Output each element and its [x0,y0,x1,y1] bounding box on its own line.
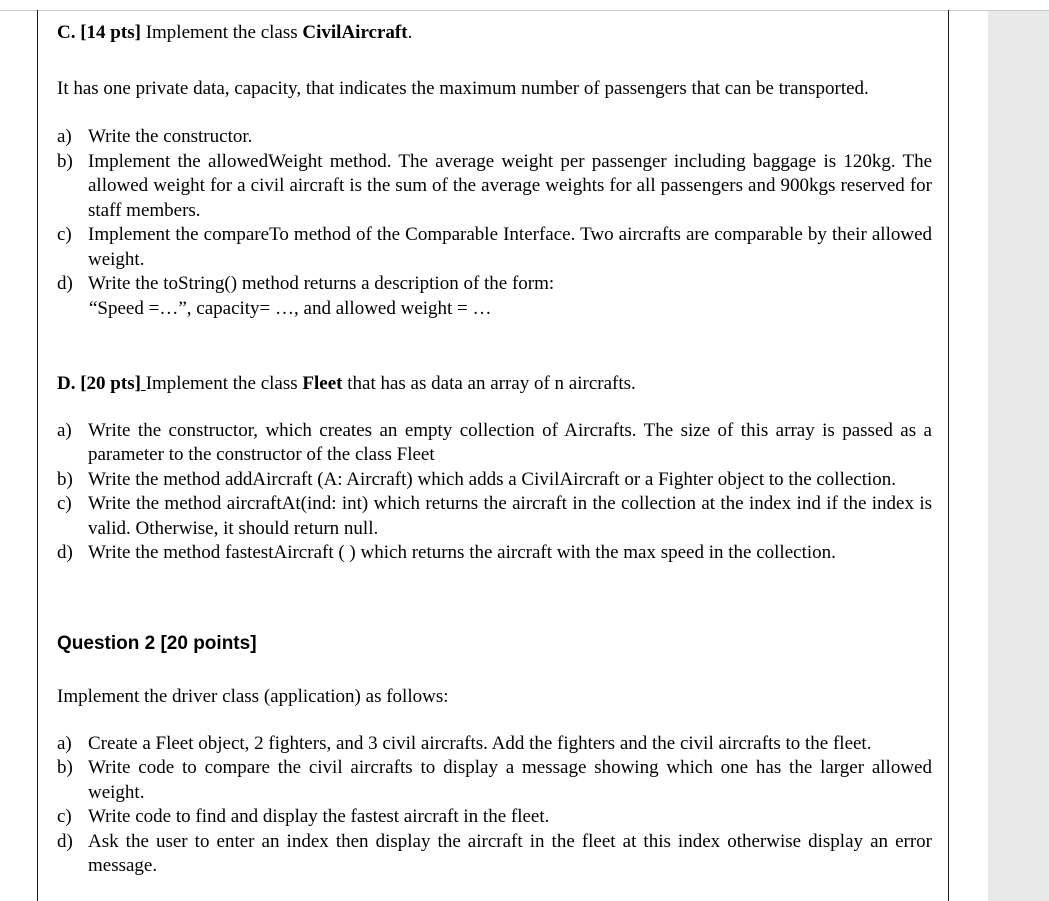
question-2-intro: Implement the driver class (application) as follows: [57,686,449,707]
list-item [57,756,932,805]
question-2-list [57,732,932,879]
list-item-text: Write the constructor. [88,126,253,147]
list-item-label: b) [57,468,73,490]
list-item [57,492,932,541]
page-left-border [37,10,38,901]
list-item [57,150,932,224]
document-page [57,19,932,879]
top-rule [0,10,1049,11]
list-item-label: a) [57,419,72,441]
list-item [57,805,932,830]
list-item-text: Write code to compare the civil aircrafts to display a message showing which one has the larger allowed weight. [88,757,932,803]
list-item-label: b) [57,757,73,778]
section-d-heading [57,372,932,397]
list-item-label: b) [57,150,73,172]
list-item-text: Create a Fleet object, 2 fighters, and 3 civil aircrafts. Add the fighters and the civil aircrafts to the fleet. [88,732,872,754]
list-item-label: d) [57,830,73,852]
section-d-points: [20 pts] [80,373,141,394]
section-c-list [57,125,932,297]
list-item-text: Write the method addAircraft (A: Aircraft) which adds a CivilAircraft or a Fighter object to the collection. [88,468,897,490]
section-d-list [57,419,932,566]
list-item-label: d) [57,273,73,294]
section-c-class-name: CivilAircraft [302,22,408,43]
list-item [57,830,932,879]
list-item-text: Write code to find and display the fastest aircraft in the fleet. [88,806,550,827]
format-example: “Speed =…”, capacity= …, and allowed weight = … [89,297,492,319]
section-c-points: [14 pts] [80,22,141,43]
list-item-label: d) [57,542,73,563]
list-item-text: Implement the allowedWeight method. The average weight per passenger including baggage is 120kg. The allowed weight for a civil aircraft is the sum of the average weights for all passengers and 900kgs reserved for staff members. [88,150,932,221]
page-right-border [948,10,949,901]
list-item [57,125,932,150]
section-c-period: . [407,22,413,43]
list-item-label: c) [57,806,72,827]
section-c-intro: It has one private data, capacity, that indicates the maximum number of passengers that can be transported. [57,77,869,99]
list-item-label: a) [57,126,72,147]
list-item [57,732,932,757]
section-c-label: C. [57,22,76,43]
scrollbar-gutter[interactable] [988,11,1049,901]
list-item-text: Implement the compareTo method of the Comparable Interface. Two aircrafts are comparable by their allowed weight. [88,224,932,270]
list-item [57,541,932,566]
list-item-label: a) [57,732,72,754]
list-item [57,419,932,468]
list-item [57,468,932,493]
list-item-label: c) [57,493,72,514]
question-2-title: Question 2 [20 points] [57,632,257,654]
list-item-text: Write the toString() method returns a description of the form: [88,273,555,294]
list-item-text: Write the method fastestAircraft ( ) which returns the aircraft with the max speed in the collection. [88,542,836,563]
section-d-class-name: Fleet [302,373,343,394]
list-item [57,272,932,297]
section-d-heading-text: Implement the class [145,373,298,394]
list-item-text: Write the method aircraftAt(ind: int) which returns the aircraft in the collection at the index ind if the index is valid. Otherwise, it should return null. [88,493,932,539]
list-item [57,223,932,272]
section-d-heading-post: that has as data an array of n aircrafts. [347,373,636,394]
list-item-label: c) [57,224,72,245]
section-c-heading [57,21,932,46]
list-item-text: Ask the user to enter an index then display the aircraft in the fleet at this index otherwise display an error message. [88,830,932,876]
section-c-heading-text: Implement the class [145,22,298,43]
section-d-label: D. [57,373,76,394]
list-item-text: Write the constructor, which creates an empty collection of Aircrafts. The size of this array is passed as a parameter to the constructor of the class Fleet [88,419,932,465]
